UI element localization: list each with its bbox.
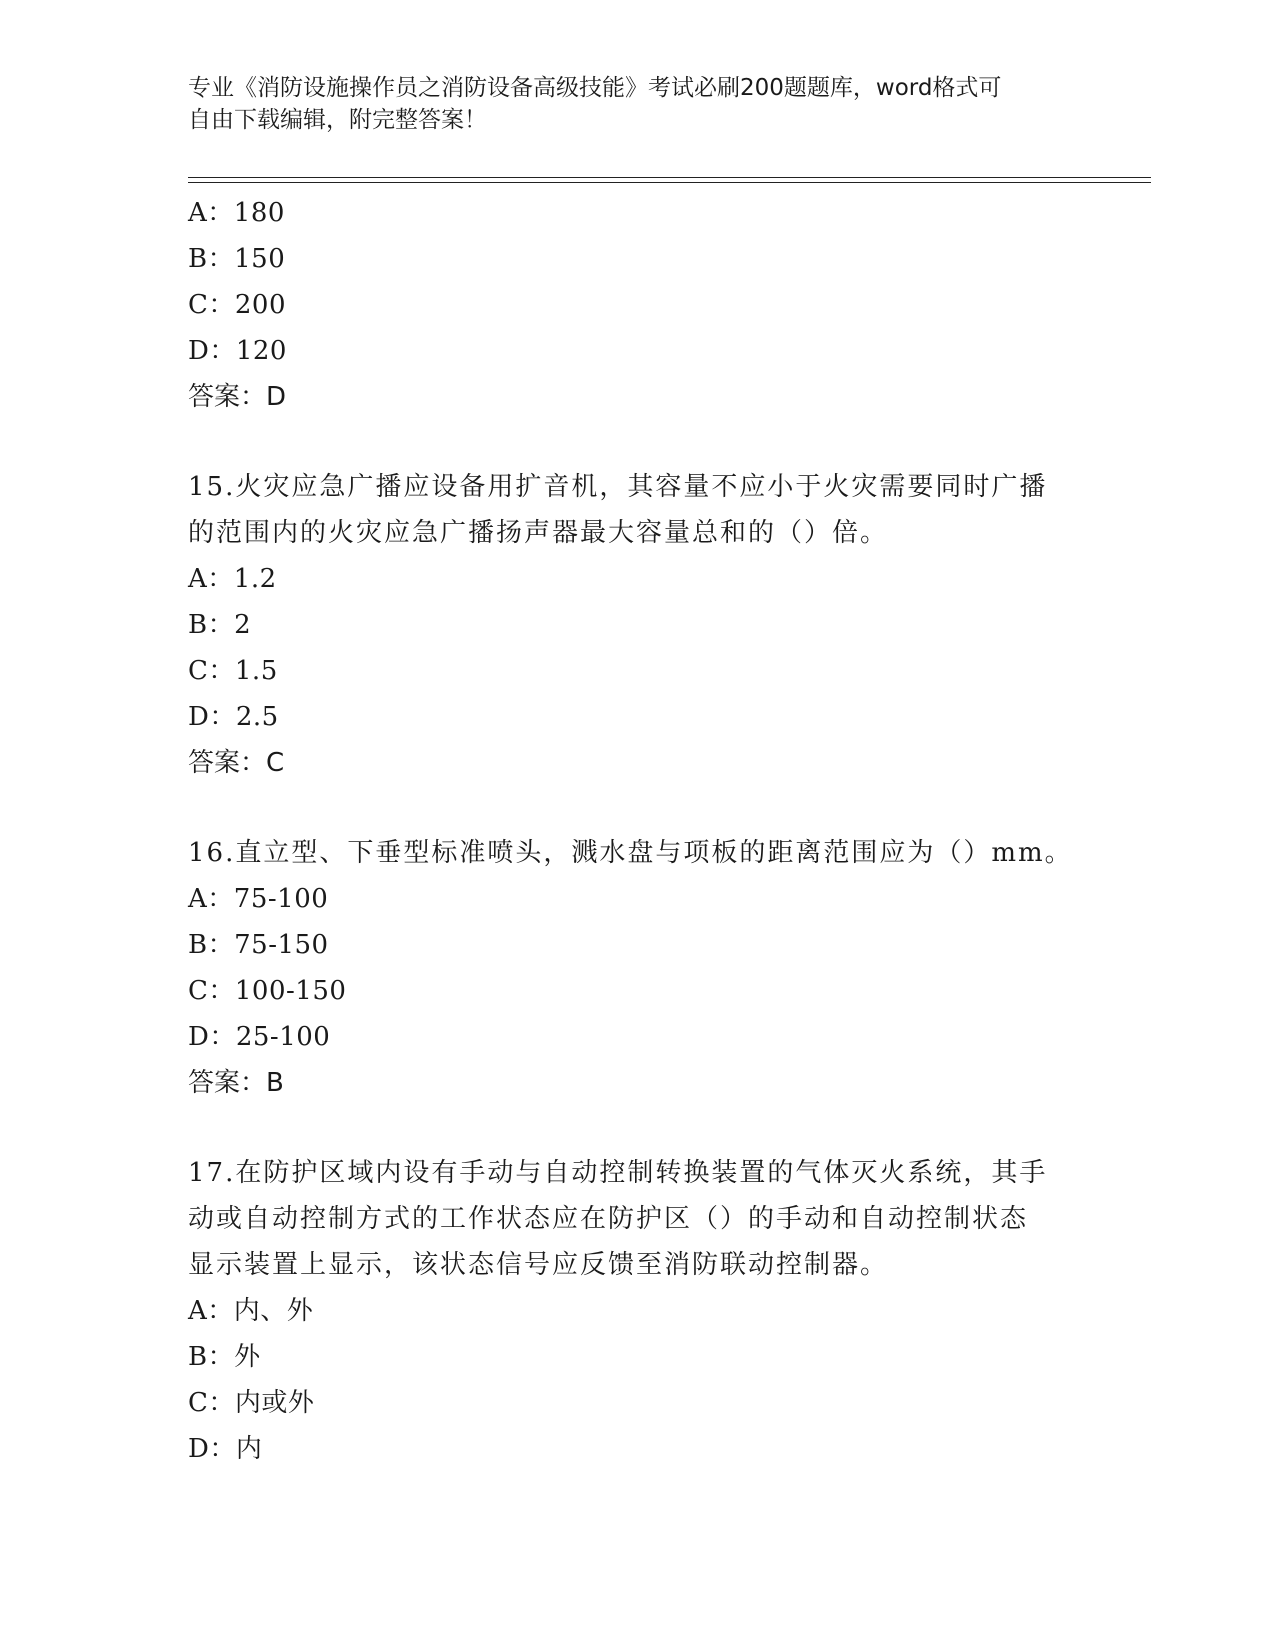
option-a: A：75-100 [188, 884, 329, 914]
question-list [188, 190, 1088, 1472]
option-c: C：100-150 [188, 976, 347, 1006]
question-spacer [188, 786, 1088, 830]
document-header [188, 72, 1088, 136]
question-text-line: 17.在防护区域内设有手动与自动控制转换装置的气体灭火系统，其手 [188, 1158, 1048, 1188]
option-a: A：180 [188, 198, 285, 228]
question-text-line: 16.直立型、下垂型标准喷头，溅水盘与项板的距离范围应为（）mm。 [188, 838, 1073, 868]
answer-line: 答案：C [188, 748, 285, 778]
question-17 [188, 1150, 1088, 1472]
header-line-1: 专业《消防设施操作员之消防设备高级技能》考试必刷200题题库，word格式可 [188, 75, 1002, 101]
option-b: B：2 [188, 610, 252, 640]
option-c: C：200 [188, 290, 287, 320]
question-spacer [188, 1106, 1088, 1150]
question-text-line: 的范围内的火灾应急广播扬声器最大容量总和的（）倍。 [188, 518, 889, 548]
question-16 [188, 830, 1088, 1106]
question-text-line: 15.火灾应急广播应设备用扩音机，其容量不应小于火灾需要同时广播 [188, 472, 1048, 502]
option-d: D：2.5 [188, 702, 279, 732]
option-d: D：25-100 [188, 1022, 331, 1052]
option-c: C：1.5 [188, 656, 278, 686]
option-d: D：120 [188, 336, 287, 366]
question-spacer [188, 420, 1088, 464]
option-a: A：1.2 [188, 564, 277, 594]
option-b: B：150 [188, 244, 286, 274]
answer-line: 答案：D [188, 382, 287, 412]
header-line-2: 自由下载编辑，附完整答案！ [188, 107, 487, 133]
option-b: B：75-150 [188, 930, 329, 960]
option-a: A：内、外 [188, 1296, 314, 1326]
question-text-line: 动或自动控制方式的工作状态应在防护区（）的手动和自动控制状态 [188, 1204, 1029, 1234]
question-14 [188, 190, 1088, 420]
header-divider-top [188, 177, 1151, 178]
question-15 [188, 464, 1088, 786]
option-c: C：内或外 [188, 1388, 315, 1418]
option-b: B：外 [188, 1342, 261, 1372]
question-text-line: 显示装置上显示，该状态信号应反馈至消防联动控制器。 [188, 1250, 889, 1280]
answer-line: 答案：B [188, 1068, 284, 1098]
option-d: D：内 [188, 1434, 263, 1464]
header-divider-bottom [188, 182, 1151, 183]
